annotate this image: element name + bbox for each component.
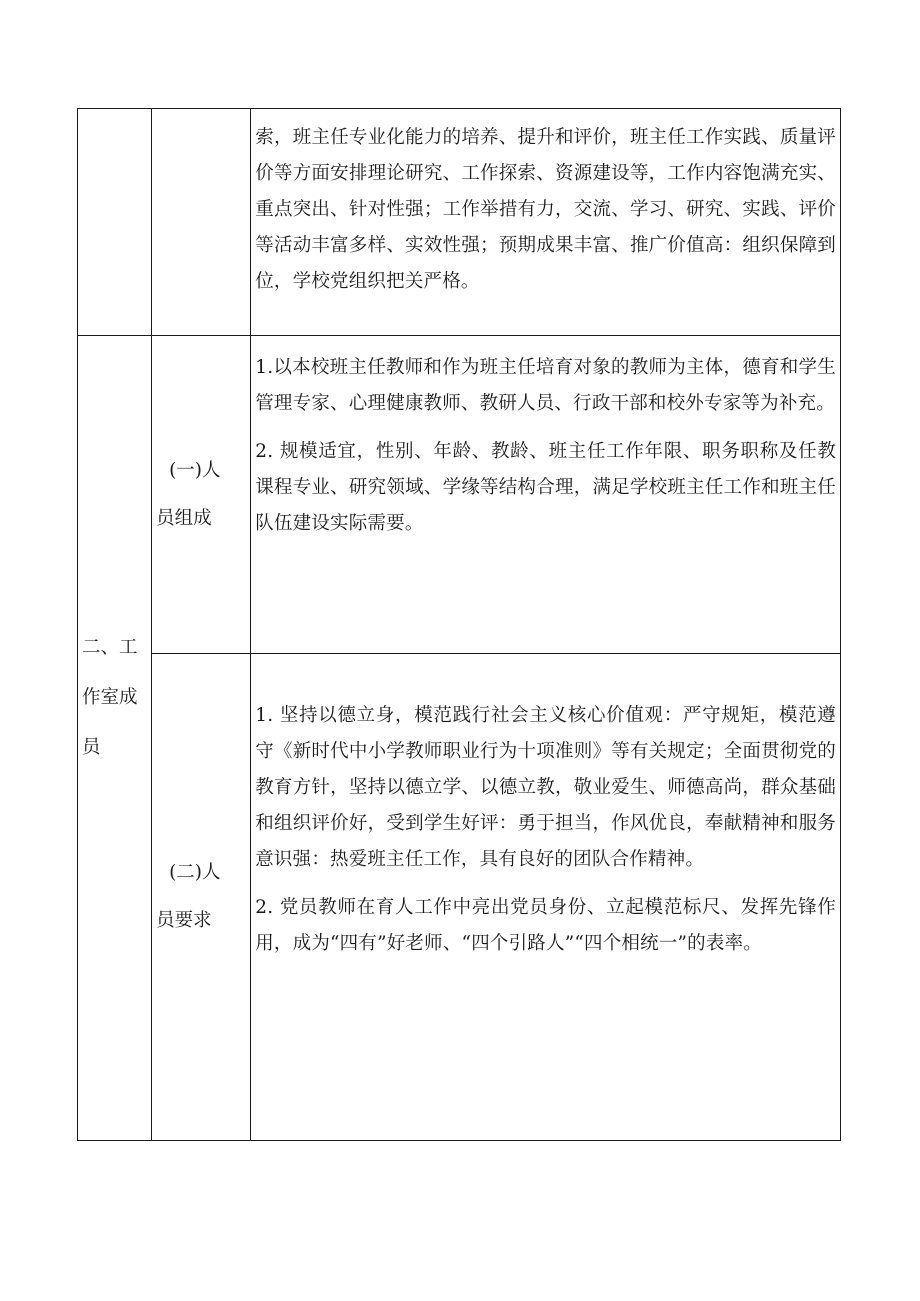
section-two-label-line3: 员 [82, 737, 101, 758]
section-two-label-line2: 作室成 [82, 687, 138, 708]
composition-content-cell [251, 336, 841, 654]
requirements-label [152, 849, 250, 945]
table-row-requirements [78, 654, 841, 1141]
document-table [77, 108, 841, 1141]
table-row-continuation [78, 109, 841, 336]
subcategory-cell-empty [152, 109, 251, 336]
requirements-label-line2: 员要求 [156, 910, 212, 931]
category-cell-empty [78, 109, 152, 336]
requirements-label-cell [152, 654, 251, 1141]
continuation-paragraph: 索，班主任专业化能力的培养、提升和评价，班主任工作实践、质量评价等方面安排理论研究、工作探索、资源建设等，工作内容饱满充实、重点突出、针对性强；工作举措有力，交流、学习、研究、实践、评价等活动丰富多样、实效性强；预期成果丰富、推广价值高：组织保障到位，学校党组织把关严格。 [255, 127, 836, 292]
section-two-label [78, 623, 151, 773]
table-row-composition [78, 336, 841, 654]
composition-label-cell [152, 336, 251, 654]
requirements-item-2: 2. 党员教师在育人工作中亮出党员身份、立起模范标尺、发挥先锋作用，成为“四有”好老师、“四个引路人”“四个相统一”的表率。 [255, 897, 836, 954]
composition-item-2: 2. 规模适宜，性别、年龄、教龄、班主任工作年限、职务职称及任教课程专业、研究领域、学缘等结构合理，满足学校班主任工作和班主任队伍建设实际需要。 [255, 441, 836, 534]
requirements-item-1: 1. 坚持以德立身，模范践行社会主义核心价值观：严守规矩，模范遵守《新时代中小学教师职业行为十项准则》等有关规定；全面贯彻党的教育方针，坚持以德立学、以德立教，敬业爱生、师德高尚，群众基础和组织评价好，受到学生好评：勇于担当，作风优良，奉献精神和服务意识强：热爱班主任工作，具有良好的团队合作精神。 [255, 705, 836, 870]
composition-item-1: 1.以本校班主任教师和作为班主任培育对象的教师为主体，德育和学生管理专家、心理健康教师、教研人员、行政干部和校外专家等为补充。 [255, 357, 836, 414]
requirements-label-line1: (二)人 [169, 862, 221, 883]
composition-label-line1: (一)人 [169, 459, 221, 481]
section-two-label-cell [78, 336, 152, 1141]
content-cell [251, 109, 841, 336]
requirements-content-cell [251, 654, 841, 1141]
composition-label-line2: 员组成 [156, 507, 212, 529]
composition-label [152, 447, 250, 543]
section-two-label-line1: 二、工 [82, 637, 138, 658]
